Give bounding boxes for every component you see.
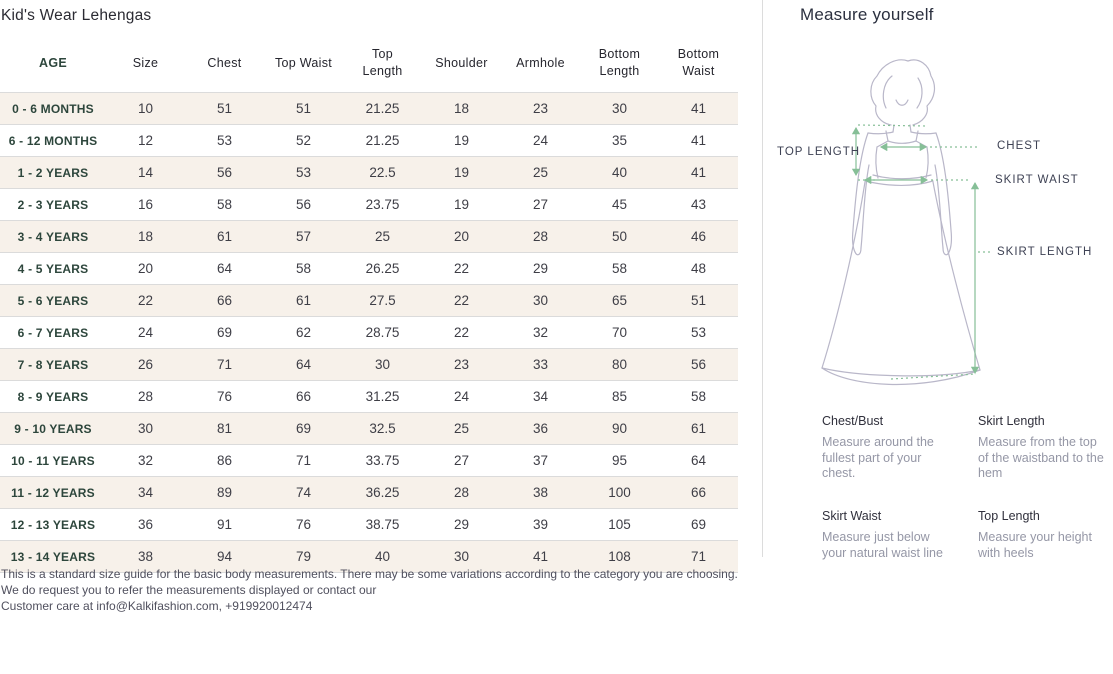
value-cell: 53	[690, 325, 707, 340]
age-cell: 1 - 2 YEARS	[17, 165, 89, 180]
value-cell: 58	[295, 261, 312, 276]
value-cell: 69	[295, 421, 312, 436]
value-cell: 23.75	[365, 197, 400, 212]
value-cell: 66	[690, 485, 707, 500]
value-cell: 53	[216, 133, 233, 148]
value-cell: 12	[137, 133, 154, 148]
figure-outline	[822, 60, 980, 385]
value-cell: 21.25	[365, 101, 400, 116]
value-cell: 25	[532, 165, 549, 180]
value-cell: 57	[295, 229, 312, 244]
value-cell: 28	[137, 389, 154, 404]
table-row	[0, 509, 738, 541]
value-cell: 23	[453, 357, 470, 372]
value-cell: 16	[137, 197, 154, 212]
age-cell: 6 - 7 YEARS	[17, 325, 89, 340]
value-cell: 38.75	[365, 517, 400, 532]
value-cell: 45	[611, 197, 628, 212]
value-cell: 64	[690, 453, 707, 468]
value-cell: 100	[608, 485, 631, 500]
age-cell: 7 - 8 YEARS	[17, 357, 89, 372]
table-row	[0, 253, 738, 285]
value-cell: 21.25	[365, 133, 400, 148]
value-cell: 90	[611, 421, 628, 436]
value-cell: 66	[295, 389, 312, 404]
measure-yourself-title: Measure yourself	[800, 5, 934, 24]
age-cell: 3 - 4 YEARS	[17, 229, 89, 244]
value-cell: 61	[216, 229, 233, 244]
value-cell: 26.25	[365, 261, 400, 276]
value-cell: 61	[295, 293, 312, 308]
value-cell: 58	[216, 197, 233, 212]
value-cell: 69	[690, 517, 707, 532]
value-cell: 71	[690, 549, 707, 564]
age-cell: 13 - 14 YEARS	[10, 549, 96, 564]
age-cell: 12 - 13 YEARS	[10, 517, 96, 532]
value-cell: 24	[137, 325, 154, 340]
table-row	[0, 349, 738, 381]
column-header-bottom-length: Bottom Length	[598, 47, 641, 78]
value-cell: 34	[137, 485, 154, 500]
table-row	[0, 157, 738, 189]
value-cell: 71	[216, 357, 233, 372]
tip-title: Skirt Length	[978, 414, 1045, 428]
value-cell: 20	[453, 229, 470, 244]
value-cell: 29	[532, 261, 549, 276]
value-cell: 86	[216, 453, 233, 468]
age-cell: 9 - 10 YEARS	[14, 421, 92, 436]
age-cell: 6 - 12 MONTHS	[8, 133, 98, 148]
value-cell: 76	[216, 389, 233, 404]
measurement-arrows	[856, 125, 993, 379]
value-cell: 19	[453, 133, 470, 148]
value-cell: 22	[453, 325, 470, 340]
age-cell: 10 - 11 YEARS	[11, 453, 95, 468]
chest-label: CHEST	[997, 140, 1041, 152]
value-cell: 48	[690, 261, 707, 276]
value-cell: 14	[137, 165, 154, 180]
table-row	[0, 317, 738, 349]
value-cell: 40	[374, 549, 391, 564]
value-cell: 32.5	[369, 421, 396, 436]
value-cell: 53	[295, 165, 312, 180]
value-cell: 64	[295, 357, 312, 372]
value-cell: 71	[295, 453, 312, 468]
value-cell: 27	[532, 197, 549, 212]
vertical-divider	[762, 0, 763, 557]
value-cell: 24	[453, 389, 470, 404]
value-cell: 19	[453, 165, 470, 180]
value-cell: 19	[453, 197, 470, 212]
value-cell: 79	[295, 549, 312, 564]
value-cell: 26	[137, 357, 154, 372]
value-cell: 51	[216, 101, 233, 116]
value-cell: 56	[295, 197, 312, 212]
value-cell: 34	[532, 389, 549, 404]
column-header-chest: Chest	[207, 55, 242, 70]
value-cell: 74	[295, 485, 312, 500]
table-row	[0, 125, 738, 157]
value-cell: 58	[611, 261, 628, 276]
value-cell: 80	[611, 357, 628, 372]
value-cell: 51	[295, 101, 312, 116]
value-cell: 31.25	[365, 389, 400, 404]
value-cell: 37	[532, 453, 549, 468]
value-cell: 28	[453, 485, 470, 500]
value-cell: 36.25	[365, 485, 400, 500]
column-header-top-waist: Top Waist	[274, 55, 333, 70]
skirt-length-label: SKIRT LENGTH	[997, 246, 1093, 258]
tip-body: Measure just below your natural waist line	[822, 530, 943, 560]
value-cell: 25	[453, 421, 470, 436]
value-cell: 38	[532, 485, 549, 500]
value-cell: 22.5	[369, 165, 396, 180]
value-cell: 41	[532, 549, 549, 564]
table-row	[0, 445, 738, 477]
value-cell: 32	[532, 325, 549, 340]
value-cell: 30	[137, 421, 154, 436]
value-cell: 52	[295, 133, 312, 148]
age-cell: 5 - 6 YEARS	[17, 293, 89, 308]
value-cell: 56	[216, 165, 233, 180]
table-row	[0, 189, 738, 221]
value-cell: 25	[374, 229, 391, 244]
value-cell: 27.5	[369, 293, 396, 308]
tip-chest-bust	[822, 414, 950, 482]
tip-body: Measure from the top of the waistband to the hem	[978, 435, 1104, 480]
value-cell: 58	[690, 389, 707, 404]
column-header-armhole: Armhole	[516, 55, 565, 70]
tip-body: Measure around the fullest part of your chest.	[822, 435, 934, 480]
size-table	[0, 34, 738, 573]
table-row	[0, 93, 738, 125]
table-row	[0, 285, 738, 317]
value-cell: 30	[611, 101, 628, 116]
value-cell: 29	[453, 517, 470, 532]
table-row	[0, 221, 738, 253]
value-cell: 43	[690, 197, 707, 212]
column-header-top-length: Top Length	[362, 47, 403, 78]
column-header-size: Size	[132, 55, 159, 70]
value-cell: 69	[216, 325, 233, 340]
value-cell: 41	[690, 101, 707, 116]
value-cell: 81	[216, 421, 233, 436]
value-cell: 23	[532, 101, 549, 116]
top-length-label: TOP LENGTH	[777, 146, 861, 158]
value-cell: 10	[137, 101, 154, 116]
value-cell: 22	[453, 261, 470, 276]
tip-body: Measure your height with heels	[978, 530, 1092, 560]
value-cell: 41	[690, 133, 707, 148]
footer-line: This is a standard size guide for the basic body measurements. There may be some variations according to the category you are choosing.	[1, 567, 738, 581]
value-cell: 30	[532, 293, 549, 308]
value-cell: 18	[453, 101, 470, 116]
value-cell: 61	[690, 421, 707, 436]
value-cell: 22	[453, 293, 470, 308]
table-row	[0, 381, 738, 413]
column-header-age: AGE	[39, 55, 67, 70]
value-cell: 108	[608, 549, 631, 564]
table-row	[0, 413, 738, 445]
page-title: Kid's Wear Lehengas	[1, 7, 152, 24]
value-cell: 76	[295, 517, 312, 532]
value-cell: 24	[532, 133, 549, 148]
value-cell: 36	[532, 421, 549, 436]
value-cell: 65	[611, 293, 628, 308]
value-cell: 28.75	[365, 325, 400, 340]
measurement-figure	[765, 30, 1113, 400]
value-cell: 105	[608, 517, 631, 532]
value-cell: 85	[611, 389, 628, 404]
value-cell: 56	[690, 357, 707, 372]
value-cell: 94	[216, 549, 233, 564]
value-cell: 70	[611, 325, 628, 340]
skirt-waist-label: SKIRT WAIST	[995, 174, 1079, 186]
value-cell: 27	[453, 453, 470, 468]
tip-skirt-waist	[822, 509, 950, 561]
value-cell: 91	[216, 517, 233, 532]
value-cell: 30	[453, 549, 470, 564]
age-cell: 4 - 5 YEARS	[17, 261, 89, 276]
age-cell: 0 - 6 MONTHS	[12, 101, 94, 116]
value-cell: 51	[690, 293, 707, 308]
value-cell: 22	[137, 293, 154, 308]
footer-note	[1, 566, 738, 614]
value-cell: 62	[295, 325, 312, 340]
value-cell: 28	[532, 229, 549, 244]
value-cell: 35	[611, 133, 628, 148]
value-cell: 33	[532, 357, 549, 372]
value-cell: 41	[690, 165, 707, 180]
column-header-shoulder: Shoulder	[435, 55, 488, 70]
age-cell: 11 - 12 YEARS	[11, 485, 95, 500]
column-header-bottom-waist: Bottom Waist	[677, 47, 720, 78]
value-cell: 20	[137, 261, 154, 276]
value-cell: 36	[137, 517, 154, 532]
value-cell: 33.75	[365, 453, 400, 468]
table-header-row	[0, 34, 738, 93]
tip-skirt-length	[978, 414, 1104, 482]
value-cell: 66	[216, 293, 233, 308]
value-cell: 39	[532, 517, 549, 532]
footer-line: We do request you to refer the measurements displayed or contact our	[1, 583, 377, 597]
value-cell: 64	[216, 261, 233, 276]
tip-top-length	[978, 509, 1110, 561]
tip-title: Top Length	[978, 509, 1040, 523]
tip-title: Chest/Bust	[822, 414, 884, 428]
table-row	[0, 477, 738, 509]
value-cell: 32	[137, 453, 154, 468]
value-cell: 38	[137, 549, 154, 564]
value-cell: 46	[690, 229, 707, 244]
value-cell: 50	[611, 229, 628, 244]
shoulder-guide-line	[858, 125, 927, 126]
value-cell: 89	[216, 485, 233, 500]
age-cell: 8 - 9 YEARS	[17, 389, 89, 404]
footer-line: Customer care at info@Kalkifashion.com, +919920012474	[1, 599, 313, 613]
value-cell: 40	[611, 165, 628, 180]
value-cell: 95	[611, 453, 628, 468]
value-cell: 30	[374, 357, 391, 372]
value-cell: 18	[137, 229, 154, 244]
age-cell: 2 - 3 YEARS	[17, 197, 89, 212]
tip-title: Skirt Waist	[822, 509, 882, 523]
